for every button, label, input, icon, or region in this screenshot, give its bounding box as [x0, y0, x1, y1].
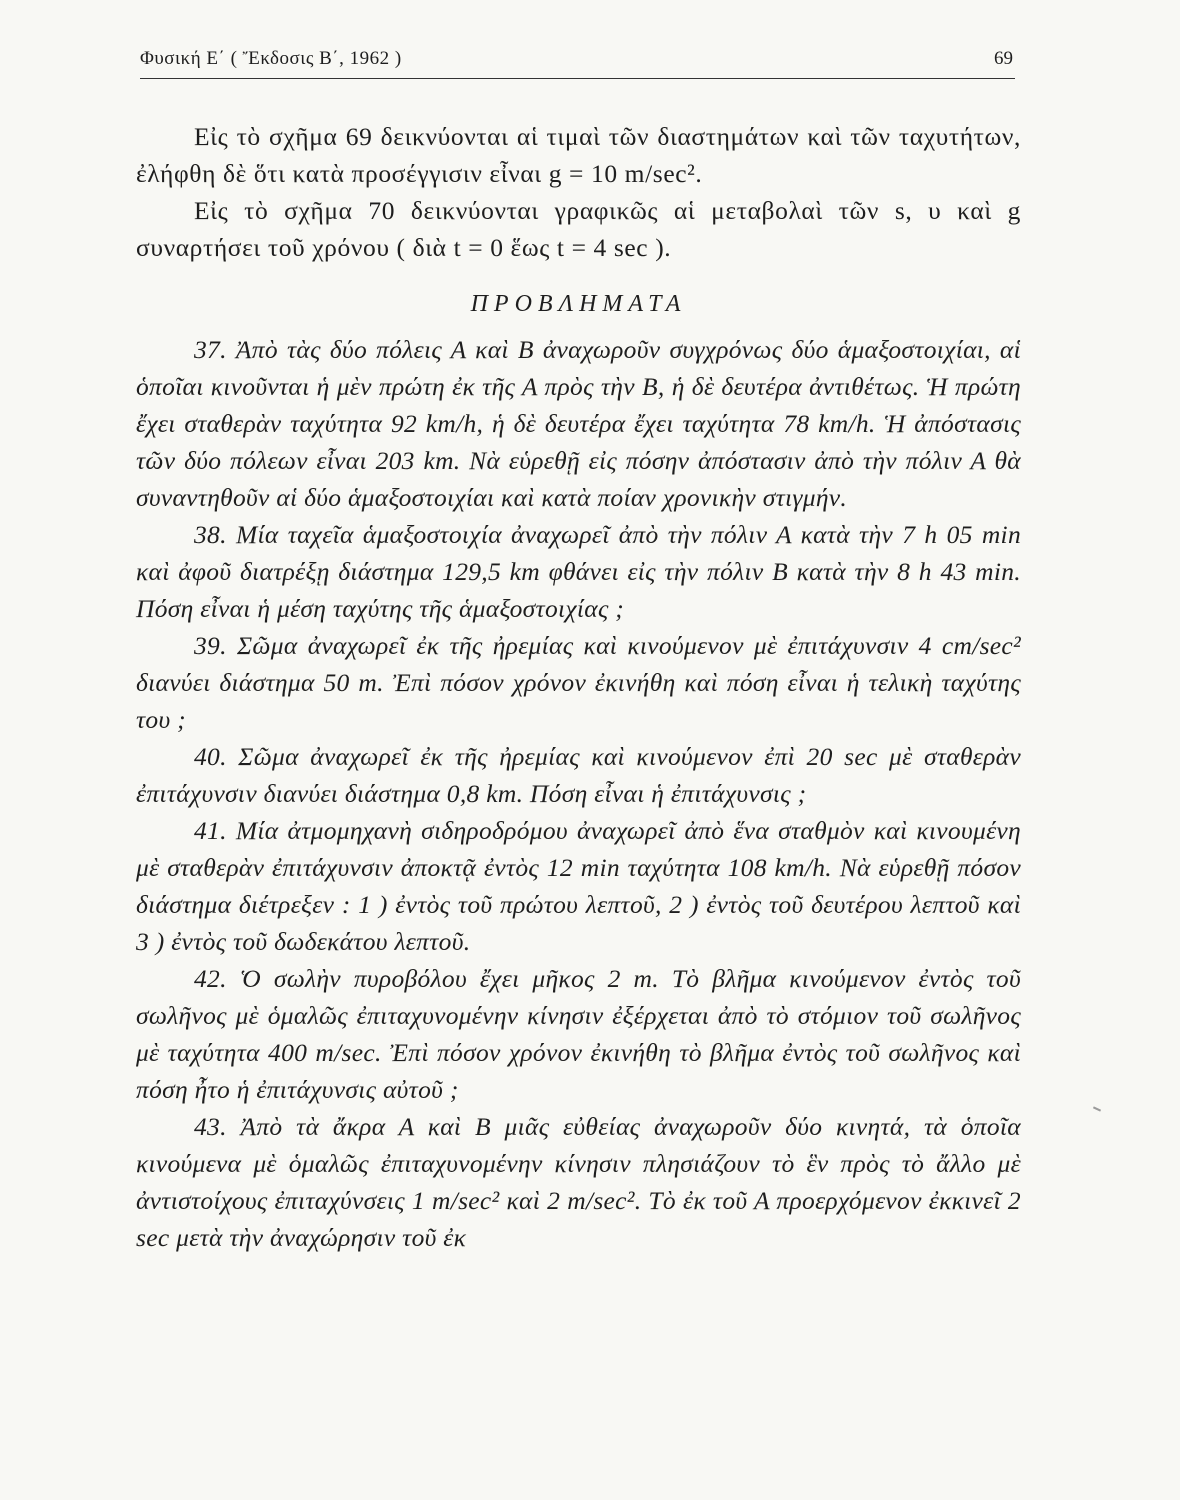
problem-number: 43. — [194, 1112, 227, 1141]
problem-number: 38. — [194, 520, 227, 549]
problem-number: 40. — [194, 742, 227, 771]
section-heading: ΠΡΟΒΛΗΜΑΤΑ — [470, 291, 687, 317]
problem-text: Μία ἀτμομηχανὴ σιδηροδρόμου ἀναχωρεῖ ἀπὸ ἕνα σταθμὸν καὶ κινουμένη μὲ σταθερὰν ἐπιτάχυνσιν ἀποκτᾷ ἐντὸς 12 min ταχύτητα 108 km/h. Νὰ εὑρεθῇ πόσον διάστημα διέτρεξεν : 1 ) ἐντὸς τοῦ πρώτου λεπτοῦ, 2 ) ἐντὸς τοῦ δευτέρου λεπτοῦ καὶ 3 ) ἐντὸς τοῦ δωδεκάτου λεπτοῦ. — [136, 816, 1021, 956]
problem-text: Ὁ σωλὴν πυροβόλου ἔχει μῆκος 2 m. Τὸ βλῆμα κινούμενον ἐντὸς τοῦ σωλῆνος μὲ ὁμαλῶς ἐπιταχυνομένην κίνησιν ἐξέρχεται ἀπὸ τὸ στόμιον τοῦ σωλῆνος μὲ ταχύτητα 400 m/sec. Ἐπὶ πόσον χρόνον ἐκινήθη τὸ βλῆμα ἐντὸς τοῦ σωλῆνος καὶ πόση ἦτο ἡ ἐπιτάχυνσις αὐτοῦ ; — [136, 964, 1021, 1104]
problem-text: Μία ταχεῖα ἁμαξοστοιχία ἀναχωρεῖ ἀπὸ τὴν πόλιν Α κατὰ τὴν 7 h 05 min καὶ ἀφοῦ διατρέξῃ διάστημα 129,5 km φθάνει εἰς τὴν πόλιν Β κατὰ τὴν 8 h 43 min. Πόση εἶναι ἡ μέση ταχύτης τῆς ἁμαξοστοιχίας ; — [136, 520, 1021, 623]
problem-38 — [136, 516, 1021, 627]
problem-text: Ἀπὸ τὰ ἄκρα Α καὶ Β μιᾶς εὐθείας ἀναχωροῦν δύο κινητά, τὰ ὁποῖα κινούμενα μὲ ὁμαλῶς ἐπιταχυνομένην κίνησιν πλησιάζουν τὸ ἓν πρὸς τὸ ἄλλο μὲ ἀντιστοίχους ἐπιταχύνσεις 1 m/sec² καὶ 2 m/sec². Τὸ ἐκ τοῦ Α προερχόμενον ἐκκινεῖ 2 sec μετὰ τὴν ἀναχώρησιν τοῦ ἐκ — [136, 1112, 1021, 1252]
page-number: 69 — [994, 48, 1013, 69]
scan-artifact — [1093, 1106, 1101, 1111]
problem-37 — [136, 331, 1021, 516]
problem-40 — [136, 738, 1021, 812]
running-title: Φυσική Ε΄ ( Ἔκδοσις Β΄, 1962 ) — [140, 48, 402, 69]
problem-text: Ἀπὸ τὰς δύο πόλεις Α καὶ Β ἀναχωροῦν συγχρόνως δύο ἁμαξοστοιχίαι, αἱ ὁποῖαι κινοῦνται ἡ μὲν πρώτη ἐκ τῆς Α πρὸς τὴν Β, ἡ δὲ δευτέρα ἀντιθέτως. Ἡ πρώτη ἔχει σταθερὰν ταχύτητα 92 km/h, ἡ δὲ δευτέρα ἔχει ταχύτητα 78 km/h. Ἡ ἀπόστασις τῶν δύο πόλεων εἶναι 203 km. Νὰ εὑρεθῇ εἰς πόσην ἀπόστασιν ἀπὸ τὴν πόλιν Α θὰ συναντηθοῦν αἱ δύο ἁμαξοστοιχίαι καὶ κατὰ ποίαν χρονικὴν στιγμήν. — [136, 335, 1021, 512]
intro-paragraph: Εἰς τὸ σχῆμα 69 δεικνύονται αἱ τιμαὶ τῶν διαστημάτων καὶ τῶν ταχυτήτων, ἐλήφθη δὲ ὅτι κατὰ προσέγγισιν εἶναι g = 10 m/sec². — [136, 122, 1021, 188]
problem-39 — [136, 627, 1021, 738]
problem-number: 39. — [194, 631, 227, 660]
intro-section — [136, 118, 1021, 266]
problem-text: Σῶμα ἀναχωρεῖ ἐκ τῆς ἠρεμίας καὶ κινούμενον ἐπὶ 20 sec μὲ σταθερὰν ἐπιτάχυνσιν διανύει διάστημα 0,8 km. Πόση εἶναι ἡ ἐπιτάχυνσις ; — [136, 742, 1021, 808]
page-header — [140, 44, 1015, 79]
page-body — [136, 118, 1021, 1256]
problem-number: 37. — [194, 335, 227, 364]
problem-41 — [136, 812, 1021, 960]
problem-text: Σῶμα ἀναχωρεῖ ἐκ τῆς ἠρεμίας καὶ κινούμενον μὲ ἐπιτάχυνσιν 4 cm/sec² διανύει διάστημα 50 m. Ἐπὶ πόσον χρόνον ἐκινήθη καὶ πόση εἶναι ἡ τελικὴ ταχύτης του ; — [136, 631, 1021, 734]
intro-paragraph: Εἰς τὸ σχῆμα 70 δεικνύονται γραφικῶς αἱ μεταβολαὶ τῶν s, υ καὶ g συναρτήσει τοῦ χρόνου ( διὰ t = 0 ἕως t = 4 sec ). — [136, 196, 1021, 262]
problem-number: 42. — [194, 964, 227, 993]
problem-42 — [136, 960, 1021, 1108]
problem-number: 41. — [194, 816, 227, 845]
problem-43 — [136, 1108, 1021, 1256]
